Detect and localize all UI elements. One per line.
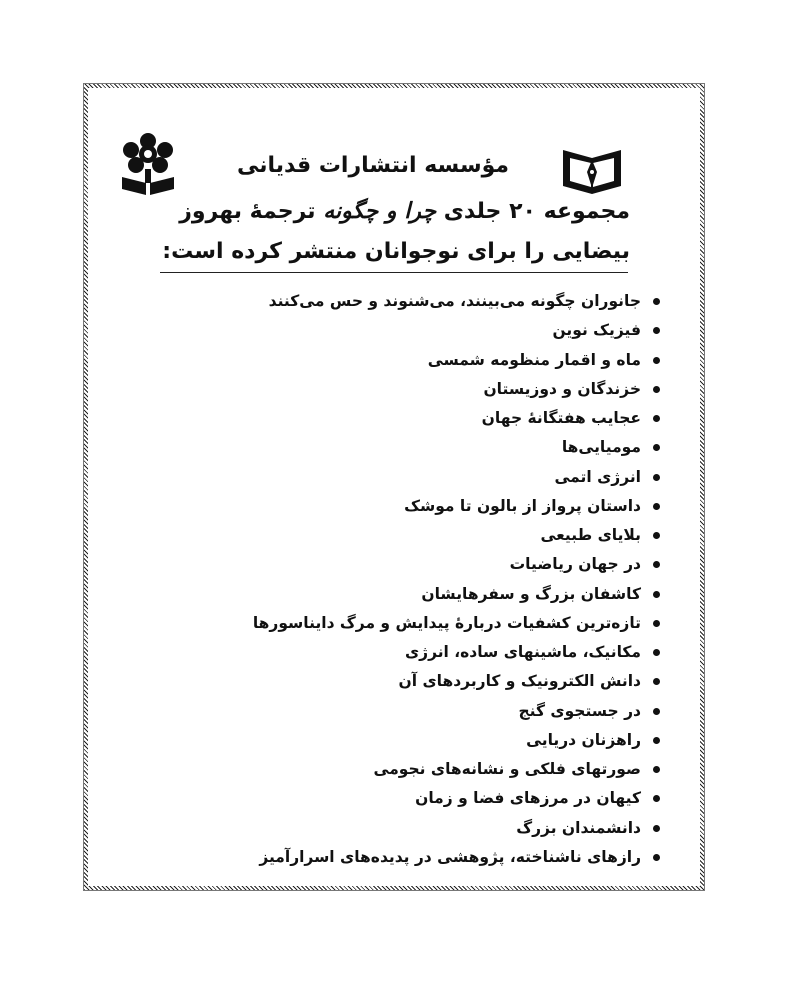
book-title: خزندگان و دوزیستان xyxy=(483,379,641,398)
bullet-icon xyxy=(653,766,660,773)
list-item xyxy=(250,667,660,696)
book-title: رازهای ناشناخته، پژوهشی در پدیده‌های اسرارآمیز xyxy=(259,847,641,866)
bullet-icon xyxy=(653,561,660,568)
book-title: ماه و اقمار منظومه شمسی xyxy=(427,350,641,369)
book-title: مکانیک، ماشینهای ساده، انرژی xyxy=(404,643,641,661)
bullet-icon xyxy=(653,591,660,598)
book-title: صورتهای فلکی و نشانه‌های نجومی xyxy=(373,760,641,778)
list-item xyxy=(250,404,660,433)
bullet-icon xyxy=(653,503,660,510)
divider-line xyxy=(160,272,628,273)
book-title: انرژی اتمی xyxy=(554,467,641,486)
list-item xyxy=(250,784,660,813)
list-item xyxy=(250,375,660,404)
list-item xyxy=(250,609,660,638)
bullet-icon xyxy=(653,854,660,861)
bullet-icon xyxy=(653,298,660,305)
list-item xyxy=(250,550,660,579)
bullet-icon xyxy=(653,795,660,802)
bullet-icon xyxy=(653,737,660,744)
book-title: داستان پرواز از بالون تا موشک xyxy=(404,496,641,515)
list-item xyxy=(250,638,660,667)
list-item xyxy=(250,287,660,316)
book-title: در جهان ریاضیات xyxy=(509,555,641,574)
bullet-icon xyxy=(653,532,660,539)
list-item xyxy=(250,697,660,726)
book-title: تازه‌ترین کشفیات دربارهٔ پیدایش و مرگ دایناسورها xyxy=(252,613,641,632)
book-title: فیزیک نوین xyxy=(552,321,641,340)
bullet-icon xyxy=(653,649,660,656)
book-title: مومیایی‌ها xyxy=(561,438,641,457)
open-book-pen-logo-icon xyxy=(560,150,624,194)
list-item xyxy=(250,492,660,521)
series-announcement xyxy=(160,192,630,272)
book-title-list xyxy=(250,287,660,872)
list-item xyxy=(250,814,660,843)
list-item xyxy=(250,755,660,784)
list-item xyxy=(250,521,660,550)
series-title: چرا و چگونه xyxy=(323,199,437,224)
announcement-text-start: مجموعه ۲۰ جلدی xyxy=(436,199,630,224)
book-title: دانشمندان بزرگ xyxy=(516,818,641,837)
bullet-icon xyxy=(653,708,660,715)
book-title: کاشفان بزرگ و سفرهایشان xyxy=(421,584,641,603)
book-title: در جستجوی گنج xyxy=(518,701,641,720)
bullet-icon xyxy=(653,444,660,451)
list-item xyxy=(250,843,660,872)
bullet-icon xyxy=(653,357,660,364)
book-title: دانش الکترونیک و کاربردهای آن xyxy=(398,672,641,691)
bullet-icon xyxy=(653,327,660,334)
list-item xyxy=(250,726,660,755)
book-title: راهزنان دریایی xyxy=(526,730,641,749)
bullet-icon xyxy=(653,415,660,422)
publisher-name: مؤسسه انتشارات قدیانی xyxy=(237,153,509,178)
list-item xyxy=(250,316,660,345)
book-title: عجایب هفتگانهٔ جهان xyxy=(481,409,641,427)
book-title: کیهان در مرزهای فضا و زمان xyxy=(415,789,641,808)
bullet-icon xyxy=(653,386,660,393)
bullet-icon xyxy=(653,620,660,627)
list-item xyxy=(250,433,660,462)
book-title: جانوران چگونه می‌بینند، می‌شنوند و حس می‌کنند xyxy=(268,292,641,310)
announcement-text-end: ترجمهٔ بهروز بیضایی را برای نوجوانان منتشر کرده است: xyxy=(162,199,630,264)
bullet-icon xyxy=(653,825,660,832)
book-title: بلایای طبیعی xyxy=(540,526,641,544)
bullet-icon xyxy=(653,678,660,685)
bullet-icon xyxy=(653,474,660,481)
flower-book-logo-icon xyxy=(118,133,178,195)
list-item xyxy=(250,346,660,375)
list-item xyxy=(250,580,660,609)
list-item xyxy=(250,463,660,492)
